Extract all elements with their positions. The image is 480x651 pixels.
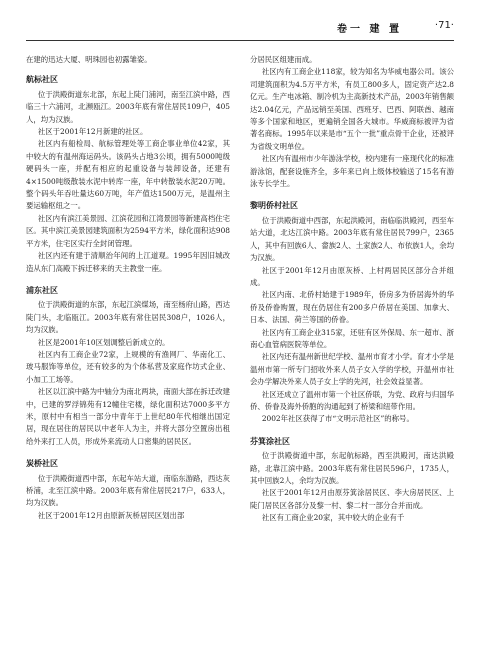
paragraph: 社区内有滨江美景园、江滨花园和江湾景园等新建高档住宅区。其中滨江美景园建筑面积为2594平方米，绿化面积达908平方米，住宅区实行全封闭管理。 bbox=[26, 213, 230, 248]
section-title-pudong: 浦东社区 bbox=[26, 285, 58, 295]
paragraph: 社区内有工商企业315家，还驻有区外保局、东一超市、浙南心血管病医院等单位。 bbox=[250, 327, 454, 349]
paragraph: 社区以江滨中路为中轴分为南北两块，南面大部在拆迁改建中，已建的罗浮锦苑有12幢住宅楼，绿化面积达7000多平方米，原村中有相当一部分中青年于上世纪80年代相继出国定居，现在居住的居民以中老年人为主，并将大部分空置房出租给外来打工人员，形成外来流动人口密集的居民区。 bbox=[26, 387, 230, 446]
paragraph: 社区于2001年12月由原芬箕涂居民区、李大房居民区、上陡门居民区各部分及黎一村、黎二村一部分合并而成。 bbox=[250, 488, 454, 510]
section-title-fenjitu: 芬箕涂社区 bbox=[250, 436, 290, 446]
paragraph: 社区有工商企业20家，其中较大的企业有千 bbox=[261, 513, 405, 523]
paragraph: 位于洪殿街道中西部，东起洪殿河，南临临洪殿河，西至车站大道，北达江滨中路。2003年底有常住居民799户，2365人，其中有回族6人、畲族2人、土家族2人、布依族1人，余均为汉族。 bbox=[250, 215, 454, 263]
right-intro: 分居民区组建而成。 bbox=[250, 55, 317, 64]
section-title-tanqiao: 炭桥社区 bbox=[26, 459, 58, 469]
left-intro: 在建的迅达大厦、明珠园也初露雏姿。 bbox=[26, 55, 152, 64]
paragraph: 社区内有船检局、航标管理处等工商企事业单位42家，其中较大的有温州海运码头。该码头占地3公顷，拥有5000吨级硬码头一座，并配有相应的起重设备与装卸设备，还建有4×1500吨级散装水泥中转库一座，年中转散装水泥20万吨。整个码头年吞吐量达60万吨，年产值达1500万元，是温州主要运输枢纽之一。 bbox=[26, 139, 230, 211]
paragraph: 社区内有工商企业72家，上规模的有渔网厂、华南化工、玻马服饰等单位，还有较多的为个体私营及家庭作坊式企业、小加工工场等。 bbox=[26, 349, 230, 384]
paragraph: 社区还成立了温州市第一个社区侨联，为党、政府与归国华侨、侨眷及海外侨胞的沟通起到了桥梁和纽带作用。 bbox=[250, 389, 454, 411]
paragraph: 2002年社区获得了市“文明示范社区”的称号。 bbox=[261, 414, 414, 424]
paragraph: 社区是2001年10区划调整后新成立的。 bbox=[37, 337, 170, 347]
paragraph: 位于洪殿街道的东部，东起江滨煤场，南至杨府山路，西达陡门头，北临瓯江。2003年底有常住居民308户，1026人，均为汉族。 bbox=[26, 300, 230, 335]
header-title: 卷一 建 置 bbox=[337, 24, 402, 35]
left-column bbox=[26, 54, 230, 522]
running-header bbox=[26, 18, 454, 41]
paragraph: 社区内有工商企业118家，较为知名为华威电器公司。该公司建筑面积为4.5万平方米，有员工800多人，固定资产达2.8亿元。生产电冰箱、制冷机为主高新技术产品，2003年销售额达2.04亿元，产品远销至美国、西班牙、巴西、阿联酋、越南等多个国家和地区，更遍销全国各大城市。华威商标被评为省著名商标。1995年以来是市“五个一批”重点骨干企业，还被评为省级文明单位。 bbox=[250, 67, 454, 151]
right-column bbox=[250, 54, 454, 525]
paragraph: 位于洪殿街道中部，东起航标路，西至洪殿河，南达洪殿路，北靠江滨中路。2003年底有常住居民596户，1735人，其中回族2人，余均为汉族。 bbox=[250, 451, 454, 485]
page-number: ·71· bbox=[434, 20, 454, 31]
paragraph: 社区内还有温州新世纪学校、温州市育才小学。育才小学是温州市第一所专门招收外来人员子女入学的学校，开温州市社会办学解决外来人员子女上学的先河，社会效益显著。 bbox=[250, 352, 454, 387]
paragraph: 社区于2001年12月由原新灰桥居民区划出部 bbox=[37, 510, 185, 520]
paragraph: 位于洪殿街道西中部，东起车站大道，南临东游路，西达灰桥浦，北至江滨中路。2003年底有常住居民217户，633人，均为汉族。 bbox=[26, 473, 230, 508]
paragraph: 社区内有温州市少年游泳学校，校内建有一座现代化的标准游泳馆，配套设施齐全，多年来已向上级体校输送了15名有游泳专长学生。 bbox=[250, 154, 454, 189]
paragraph: 社区于2001年12月新建的社区。 bbox=[37, 127, 148, 137]
section-title-liming-qiaocun: 黎明侨村社区 bbox=[250, 201, 298, 211]
paragraph: 社区内还有建于清顺治年间的上江道观。1995年因旧城改造从东门高殿下拆迁移来的天主教堂一座。 bbox=[26, 251, 230, 273]
section-title-hangbiao: 航标社区 bbox=[26, 75, 58, 85]
paragraph: 社区于2001年12月由原灰桥、上村两居民区部分合并组成。 bbox=[250, 265, 454, 287]
paragraph: 位于洪殿街道东北部，东起上陡门浦河，南至江滨中路，西临三十六浦河，北濒瓯江。2003年底有常住居民109户，405人，均为汉族。 bbox=[26, 89, 230, 124]
paragraph: 社区内南、北侨村始建于1989年，侨房多为侨居海外的华侨及侨眷购置，现在仍居住有200多户侨居在美国、加拿大、日本、法国、荷兰等国的侨眷。 bbox=[250, 290, 454, 325]
